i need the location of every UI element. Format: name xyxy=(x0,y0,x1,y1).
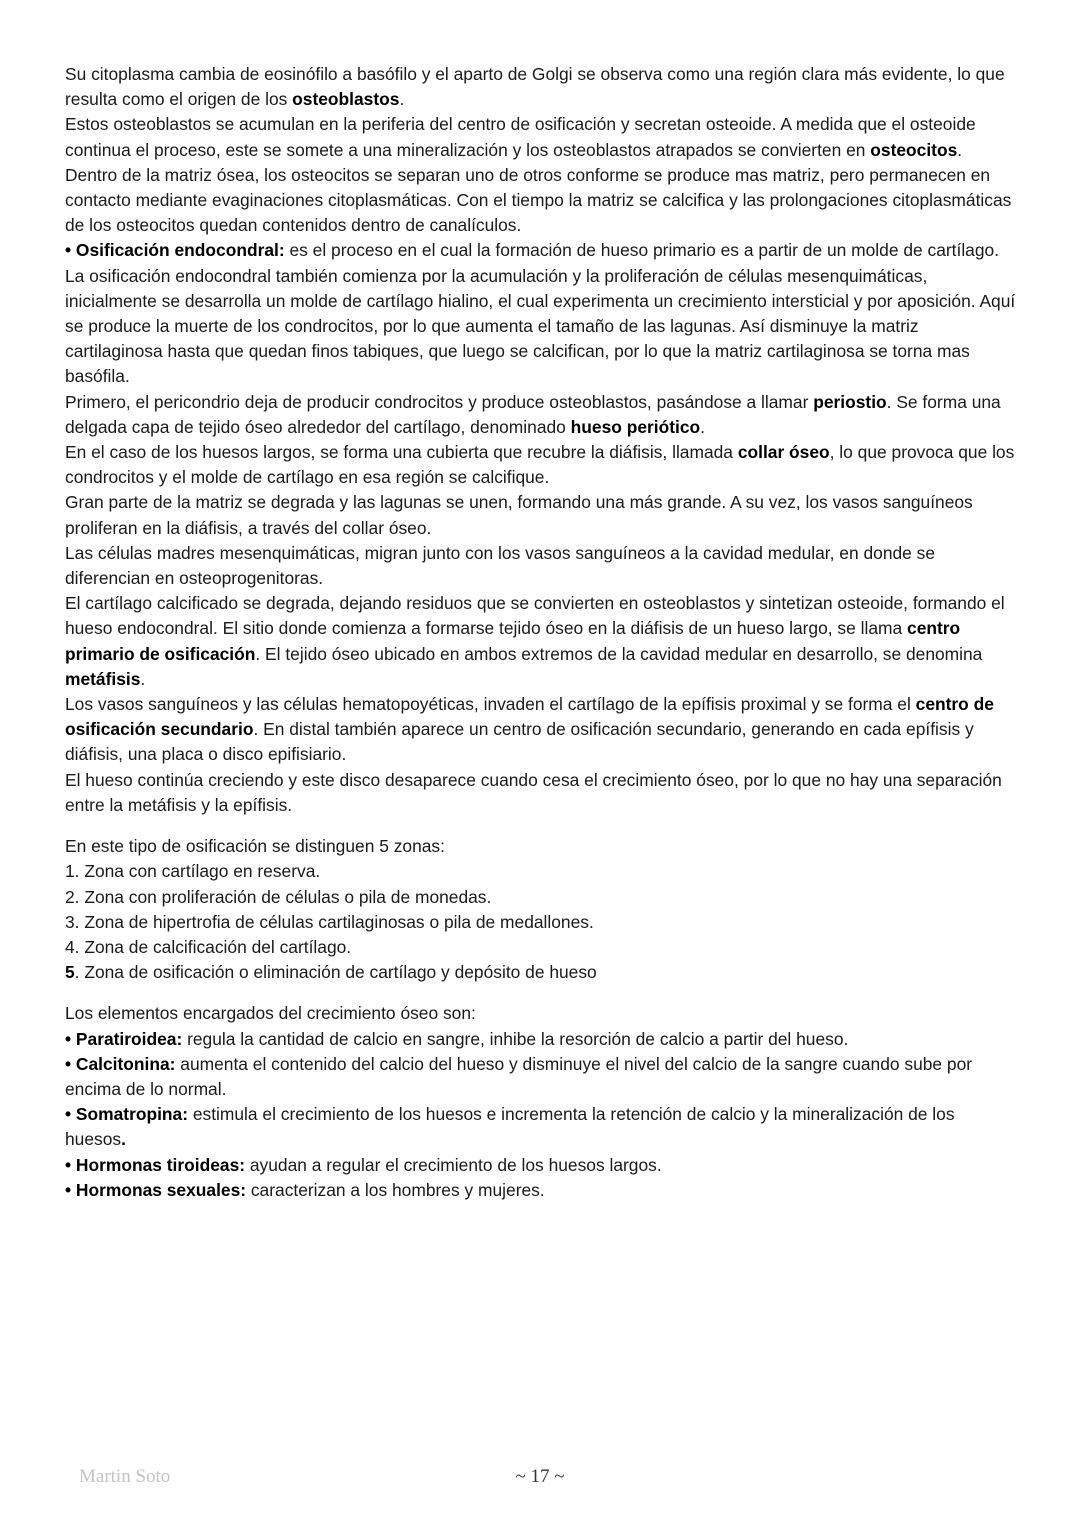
paragraph xyxy=(65,859,1020,884)
paragraph xyxy=(65,490,1020,540)
text-run: . Zona de osificación o eliminación de cartílago y depósito de hueso xyxy=(74,962,597,983)
page-number: ~ 17 ~ xyxy=(515,1466,565,1487)
text-run: Los elementos encargados del crecimiento óseo son: xyxy=(65,1003,476,1024)
bold-term: • Calcitonina: xyxy=(65,1053,176,1074)
paragraph xyxy=(65,591,1020,692)
text-run: 3. Zona de hipertrofia de células cartilaginosas o pila de medallones. xyxy=(65,911,594,932)
text-run: En el caso de los huesos largos, se forma una cubierta que recubre la diáfisis, llamada xyxy=(65,442,738,463)
bold-term: periostio xyxy=(813,391,887,412)
paragraph xyxy=(65,163,1020,239)
text-run: , lo que provoca que los condrocitos y el molde de cartílago en esa región se calcifique. xyxy=(65,442,1015,488)
text-run: Primero, el pericondrio deja de producir condrocitos y produce osteoblastos, pasándose a llamar xyxy=(65,391,814,412)
paragraph xyxy=(65,1102,1020,1152)
document-body xyxy=(65,62,1020,1203)
bold-term: osteocitos xyxy=(870,139,958,160)
text-run: El hueso continúa creciendo y este disco desaparece cuando cesa el crecimiento óseo, por lo que no hay una separación entre la metáfisis y la epífisis. xyxy=(65,769,1002,815)
text-run: Su citoplasma cambia de eosinófilo a basófilo y el aparto de Golgi se observa como una región clara más evidente, lo que resulta como el origen de los xyxy=(65,64,1005,110)
text-run: . El tejido óseo ubicado en ambos extremos de la cavidad medular en desarrollo, se denomina xyxy=(255,643,983,664)
text-run: regula la cantidad de calcio en sangre, inhibe la resorción de calcio a partir del hueso. xyxy=(182,1028,849,1049)
paragraph xyxy=(65,1178,1020,1203)
paragraph xyxy=(65,112,1020,162)
bold-term: . xyxy=(121,1129,126,1150)
paragraph xyxy=(65,885,1020,910)
paragraph xyxy=(65,960,1020,985)
text-run: ayudan a regular el crecimiento de los huesos largos. xyxy=(245,1154,662,1175)
paragraph xyxy=(65,692,1020,768)
bold-term: • Somatropina: xyxy=(65,1104,188,1125)
text-run: Dentro de la matriz ósea, los osteocitos se separan uno de otros conforme se produce mas matriz, pero permanecen en contacto mediante evaginaciones citoplasmáticas. Con el tiempo la matriz se calcifica y las prolongaciones citoplasmáticas de los osteocitos quedan contenidos dentro de canalículos. xyxy=(65,164,1012,236)
text-run: Gran parte de la matriz se degrada y las lagunas se unen, formando una más grande. A su vez, los vasos sanguíneos proliferan en la diáfisis, a través del collar óseo. xyxy=(65,492,973,538)
paragraph xyxy=(65,910,1020,935)
bold-term: • Hormonas tiroideas: xyxy=(65,1154,246,1175)
paragraph xyxy=(65,1052,1020,1102)
paragraph xyxy=(65,1153,1020,1178)
bold-term: 5 xyxy=(65,962,75,983)
paragraph xyxy=(65,390,1020,440)
text-run: . xyxy=(399,89,405,110)
footer-author: Martin Soto xyxy=(79,1466,171,1487)
text-run: . Se forma una delgada capa de tejido óseo alrededor del cartílago, denominado xyxy=(65,391,1001,437)
text-run: 1. Zona con cartílago en reserva. xyxy=(65,861,321,882)
text-run: En este tipo de osificación se distinguen 5 zonas: xyxy=(65,836,445,857)
paragraph xyxy=(65,440,1020,490)
text-run: Las células madres mesenquimáticas, migran junto con los vasos sanguíneos a la cavidad medular, en donde se diferencian en osteoprogenitoras. xyxy=(65,542,936,589)
bold-term: metáfisis xyxy=(65,668,141,689)
text-run: . xyxy=(140,668,146,689)
text-run: es el proceso en el cual la formación de hueso primario es a partir de un molde de cartílago. La osificación endocondral también comienza por la acumulación y la proliferación de células mesenquimáticas, inicialmente se desarrolla un molde de cartílago hialino, el cual experimenta un crecimiento intersticial y por aposición. Aquí se produce la muerte de los condrocitos, por lo que aumenta el tamaño de las lagunas. Así disminuye la matriz cartilaginosa hasta que quedan finos tabiques, que luego se calcifican, por lo que la matriz cartilaginosa se torna mas basófila. xyxy=(65,240,1016,387)
text-run: El cartílago calcificado se degrada, dejando residuos que se convierten en osteoblastos y sintetizan osteoide, formando el hueso endocondral. El sitio donde comienza a formarse tejido óseo en la diáfisis de un hueso largo, se llama xyxy=(65,593,1005,639)
bold-term: osteoblastos xyxy=(292,89,400,110)
paragraph xyxy=(65,768,1020,818)
bold-term: centro primario de osificación xyxy=(65,618,961,664)
text-run: caracterizan a los hombres y mujeres. xyxy=(246,1179,545,1200)
text-run: 4. Zona de calcificación del cartílago. xyxy=(65,936,352,957)
bold-term: • Hormonas sexuales: xyxy=(65,1179,247,1200)
paragraph xyxy=(65,62,1020,112)
bold-term: centro de osificación secundario xyxy=(65,694,994,740)
bold-term: hueso periótico xyxy=(570,416,701,437)
text-run: . xyxy=(700,416,705,437)
text-run: 2. Zona con proliferación de células o pila de monedas. xyxy=(65,886,492,907)
paragraph xyxy=(65,1001,1020,1026)
text-run: Los vasos sanguíneos y las células hematopoyéticas, invaden el cartílago de la epífisis proximal y se forma el xyxy=(65,694,916,715)
text-run: Estos osteoblastos se acumulan en la periferia del centro de osificación y secretan osteoide. A medida que el osteoide continua el proceso, este se somete a una mineralización y los osteoblastos atrapados se convierten en xyxy=(65,114,976,160)
bold-term: collar óseo xyxy=(737,442,830,463)
bold-term: • Paratiroidea: xyxy=(65,1028,183,1049)
text-run: . xyxy=(957,139,963,160)
paragraph xyxy=(65,1027,1020,1052)
text-run: aumenta el contenido del calcio del hueso y disminuye el nivel del calcio de la sangre cuando sube por encima de lo normal. xyxy=(65,1053,973,1099)
paragraph xyxy=(65,238,1020,389)
bold-term: • Osificación endocondral: xyxy=(65,240,285,261)
paragraph xyxy=(65,834,1020,859)
paragraph xyxy=(65,935,1020,960)
text-run: . En distal también aparece un centro de osificación secundario, generando en cada epífisis y diáfisis, una placa o disco epifisiario. xyxy=(65,719,974,765)
text-run: estimula el crecimiento de los huesos e incrementa la retención de calcio y la mineralización de los huesos xyxy=(65,1104,955,1150)
paragraph xyxy=(65,541,1020,591)
